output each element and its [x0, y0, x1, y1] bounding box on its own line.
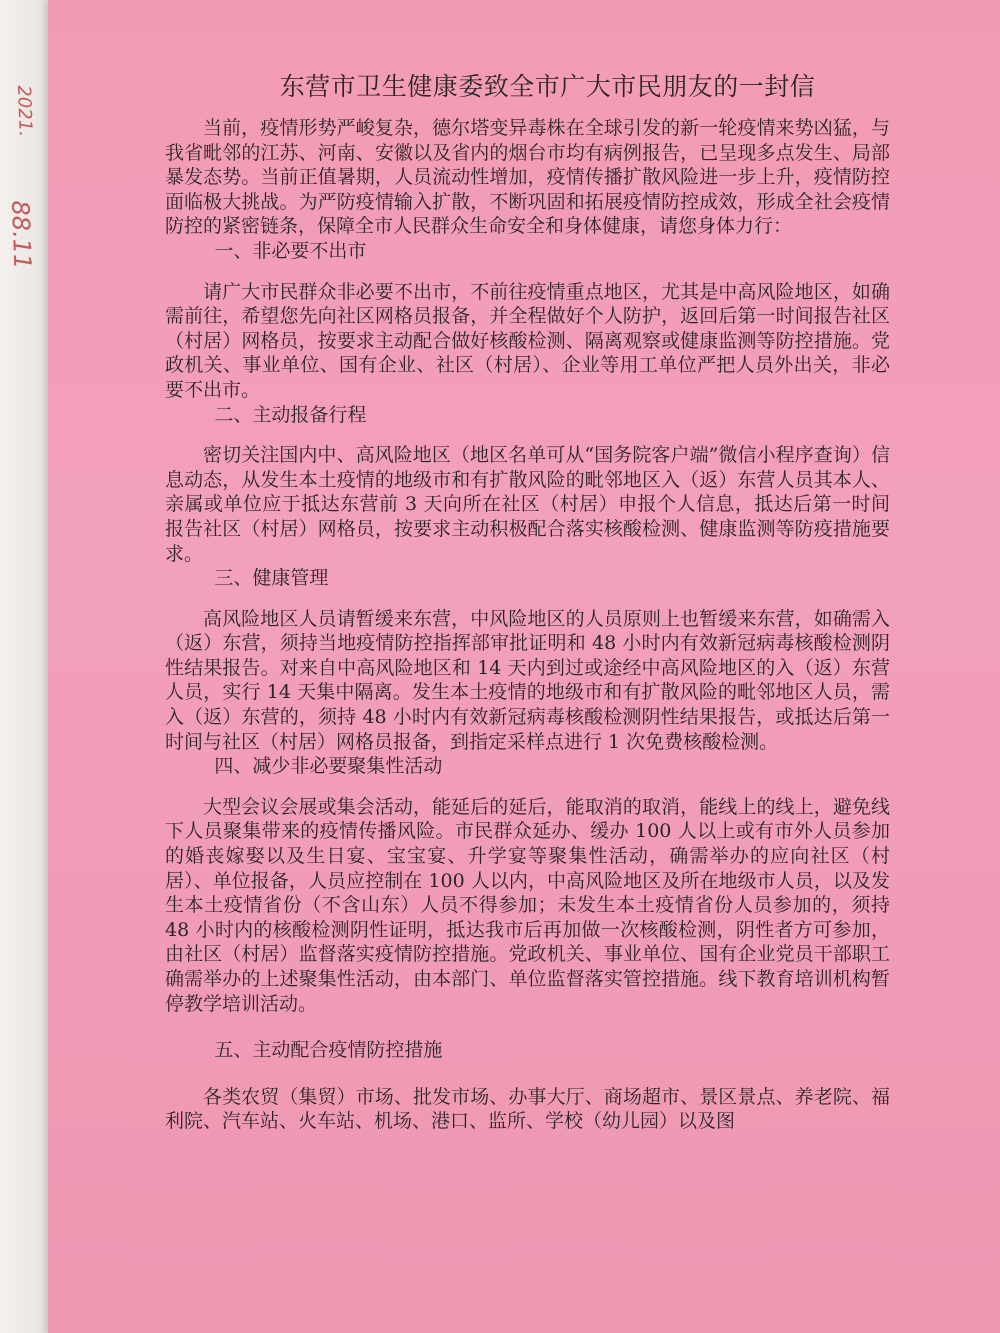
handwritten-note-number: 88.11: [6, 200, 37, 270]
handwritten-note-date: 2021.: [13, 85, 36, 138]
section-heading-3: 三、健康管理: [214, 567, 329, 590]
section-body-3: 高风险地区人员请暂缓来东营，中风险地区的人员原则上也暂缓来东营，如确需入（返）东营，须持当地疫情防控指挥部审批证明和 48 小时内有效新冠病毒核酸检测阴性结果报告。对来自中高风险地区和 14 天内到过或途经中高风险地区的入（返）东营人员，实行 14 天集中隔离。发生本土疫情的地级市和有扩散风险的毗邻地区人员，需入（返）东营的，须持 48 小时内有效新冠病毒核酸检测阴性结果报告，或抵达后第一时间与社区（村居）网格员报备，到指定采样点进行 1 次免费核酸检测。: [165, 607, 890, 753]
section-heading-2: 二、主动报备行程: [214, 403, 367, 426]
section-body-1: 请广大市民群众非必要不出市，不前往疫情重点地区，尤其是中高风险地区，如确需前往，希望您先向社区网格员报备，并全程做好个人防护，返回后第一时间报告社区（村居）网格员，按要求主动配合做好核酸检测、隔离观察或健康监测等防控措施。党政机关、事业单位、国有企业、社区（村居）、企业等用工单位严把人员外出关，非必要不出市。: [165, 280, 890, 401]
section-heading-5: 五、主动配合疫情防控措施: [214, 1039, 443, 1062]
letter-document: [165, 72, 890, 1134]
section-heading-4: 四、减少非必要聚集性活动: [214, 755, 443, 778]
letter-intro: 当前，疫情形势严峻复杂，德尔塔变异毒株在全球引发的新一轮疫情来势凶猛，与我省毗邻的江苏、河南、安徽以及省内的烟台市均有病例报告，已呈现多点发生、局部暴发态势。当前正值暑期，人员流动性增加，疫情传播扩散风险进一步上升，疫情防控面临极大挑战。为严防疫情输入扩散，不断巩固和拓展疫情防控成效，形成全社会疫情防控的紧密链条，保障全市人民群众生命安全和身体健康，请您身体力行：: [165, 117, 890, 238]
section-body-4: 大型会议会展或集会活动，能延后的延后，能取消的取消，能线上的线上，避免线下人员聚集带来的疫情传播风险。市民群众延办、缓办 100 人以上或有市外人员参加的婚丧嫁娶以及生日宴、宝宝宴、升学宴等聚集性活动，确需举办的应向社区（村居）、单位报备，人员应控制在 100 人以内，中高风险地区及所在地级市人员，以及发生本土疫情省份（不含山东）人员不得参加；未发生本土疫情省份人员参加的，须持 48 小时内的核酸检测阴性证明，抵达我市后再加做一次核酸检测，阴性者方可参加，由社区（村居）监督落实疫情防控措施。党政机关、事业单位、国有企业党员干部职工确需举办的上述聚集性活动，由本部门、单位监督落实管控措施。线下教育培训机构暂停教学培训活动。: [165, 795, 890, 1015]
letter-title: 东营市卫生健康委致全市广大市民朋友的一封信: [279, 72, 816, 101]
section-body-5: 各类农贸（集贸）市场、批发市场、办事大厅、商场超市、景区景点、养老院、福利院、汽车站、火车站、机场、港口、监所、学校（幼儿园）以及图: [165, 1085, 890, 1133]
section-body-2: 密切关注国内中、高风险地区（地区名单可从“国务院客户端”微信小程序查询）信息动态，从发生本土疫情的地级市和有扩散风险的毗邻地区入（返）东营人员其本人、亲属或单位应于抵达东营前 3 天向所在社区（村居）申报个人信息，抵达后第一时间报告社区（村居）网格员，按要求主动积极配合落实核酸检测、健康监测等防疫措施要求。: [165, 444, 890, 565]
handwritten-margin-note: [4, 85, 54, 295]
section-heading-1: 一、非必要不出市: [214, 239, 367, 262]
